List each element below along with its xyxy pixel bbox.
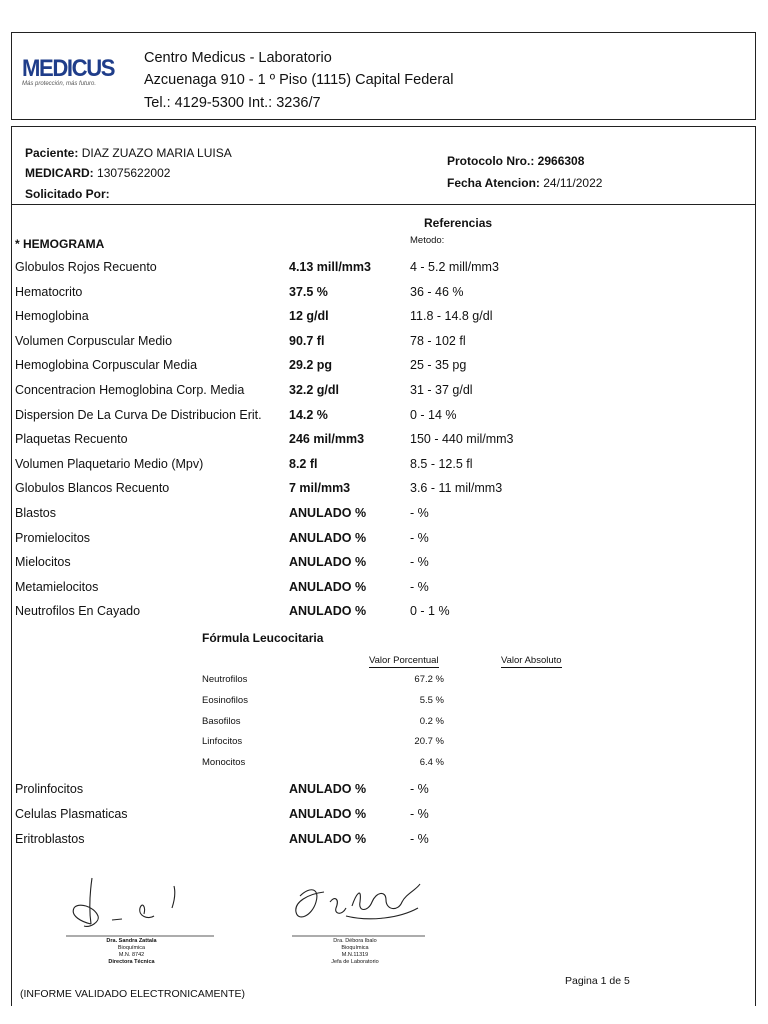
result-reference: - %: [410, 530, 429, 545]
formula-percent: 20.7 %: [414, 736, 444, 748]
result-label: Metamielocitos: [15, 579, 99, 594]
result-value: 4.13 mill/mm3: [289, 260, 371, 274]
result-label: Neutrofilos En Cayado: [15, 604, 141, 619]
signature-2-scribble: [290, 872, 435, 938]
result-reference: 150 - 440 mil/mm3: [410, 432, 514, 447]
result-value: ANULADO %: [289, 782, 367, 796]
result-row: [15, 432, 575, 452]
result-label: Hemoglobina Corpuscular Media: [15, 358, 198, 373]
formula-row: [0, 674, 444, 692]
result-reference: - %: [410, 782, 429, 796]
result-label: Dispersion De La Curva De Distribucion Erit.: [15, 407, 262, 422]
formula-row: [0, 695, 444, 713]
method-label: Metodo:: [410, 235, 445, 246]
result-row: [15, 832, 575, 852]
formula-percent: 67.2 %: [414, 674, 444, 685]
result-reference: - %: [410, 506, 429, 520]
result-value: ANULADO %: [289, 555, 367, 570]
signature-2: [290, 872, 435, 977]
signature-1-scribble: [64, 872, 219, 938]
result-value: ANULADO %: [289, 579, 367, 594]
result-value: ANULADO %: [289, 807, 367, 821]
signature-2-text: Dra. Débora Ibalo Bioquímica M.N.11319 Jefa de Laboratorio: [331, 938, 379, 965]
col-absoluto: Valor Absoluto: [501, 655, 562, 666]
result-row: [15, 481, 575, 501]
result-label: Globulos Rojos Recuento: [15, 260, 157, 274]
result-label: Plaquetas Recuento: [15, 432, 128, 447]
result-row: [15, 285, 575, 305]
lab-name: Centro Medicus - Laboratorio: [144, 50, 332, 66]
result-reference: 8.5 - 12.5 fl: [410, 456, 473, 471]
validated-note: (INFORME VALIDADO ELECTRONICAMENTE): [20, 988, 245, 1000]
result-label: Mielocitos: [15, 555, 71, 570]
references-heading: Referencias: [424, 216, 493, 230]
result-value: 90.7 fl: [289, 333, 325, 348]
signature-1-text: Dra. Sandra Zattala Bioquímica M.N. 8742 Directora Técnica: [106, 938, 157, 965]
result-label: Concentracion Hemoglobina Corp. Media: [15, 383, 245, 397]
result-reference: 0 - 14 %: [410, 407, 457, 422]
logo-text: MEDICUS: [22, 55, 115, 82]
result-value: ANULADO %: [289, 604, 367, 619]
result-reference: 0 - 1 %: [410, 604, 450, 619]
formula-label: Basofilos: [202, 715, 241, 727]
result-value: 7 mil/mm3: [289, 481, 351, 496]
result-row: [15, 309, 575, 329]
formula-label: Eosinofilos: [202, 694, 248, 706]
result-label: Hemoglobina: [15, 309, 89, 324]
result-reference: 36 - 46 %: [410, 284, 464, 299]
formula-percent: 0.2 %: [419, 715, 444, 727]
protocol-number: Protocolo Nro.: 2966308: [447, 154, 585, 168]
result-reference: - %: [410, 832, 429, 846]
result-value: 14.2 %: [289, 407, 328, 422]
result-row: [15, 260, 575, 280]
result-reference: 4 - 5.2 mill/mm3: [410, 260, 499, 274]
result-reference: 78 - 102 fl: [410, 333, 466, 348]
result-label: Celulas Plasmaticas: [15, 807, 128, 821]
result-value: ANULADO %: [289, 530, 367, 545]
result-reference: - %: [410, 555, 429, 570]
result-row: [15, 604, 575, 624]
formula-row: [0, 716, 444, 734]
result-label: Blastos: [15, 506, 56, 520]
result-row: [15, 358, 575, 378]
result-label: Volumen Plaquetario Medio (Mpv): [15, 456, 204, 471]
result-reference: 31 - 37 g/dl: [410, 383, 473, 397]
result-value: 12 g/dl: [289, 309, 329, 324]
patient-medicard: MEDICARD: 13075622002: [25, 166, 171, 180]
attention-date: Fecha Atencion: 24/11/2022: [447, 176, 603, 190]
page-number: Pagina 1 de 5: [565, 975, 630, 987]
formula-percent: 5.5 %: [419, 694, 444, 706]
result-label: Eritroblastos: [15, 832, 85, 846]
result-row: [15, 334, 575, 354]
result-reference: 25 - 35 pg: [410, 358, 467, 373]
formula-row: [0, 736, 444, 754]
lab-phone: Tel.: 4129-5300 Int.: 3236/7: [144, 95, 321, 111]
lab-address: Azcuenaga 910 - 1 º Piso (1115) Capital Federal: [144, 72, 454, 88]
result-row: [15, 457, 575, 477]
result-row: [15, 383, 575, 403]
divider: [12, 204, 755, 205]
result-reference: - %: [410, 807, 429, 821]
result-value: 29.2 pg: [289, 358, 333, 373]
result-reference: 11.8 - 14.8 g/dl: [410, 309, 493, 324]
result-row: [15, 555, 575, 575]
result-row: [15, 408, 575, 428]
result-value: ANULADO %: [289, 832, 367, 846]
result-row: [15, 506, 575, 526]
result-value: 32.2 g/dl: [289, 383, 340, 397]
result-value: 37.5 %: [289, 284, 328, 299]
result-value: 8.2 fl: [289, 456, 318, 471]
formula-label: Neutrofilos: [202, 674, 248, 685]
logo-tagline: Más protección, más futuro.: [22, 81, 97, 87]
result-label: Globulos Blancos Recuento: [15, 481, 170, 496]
formula-label: Monocitos: [202, 757, 246, 769]
result-reference: 3.6 - 11 mil/mm3: [410, 481, 503, 496]
signature-1: [64, 872, 219, 977]
result-row: [15, 580, 575, 600]
result-label: Volumen Corpuscular Medio: [15, 333, 173, 348]
section-title: * HEMOGRAMA: [15, 237, 105, 251]
col-porcentual: Valor Porcentual: [369, 655, 439, 666]
result-row: [15, 531, 575, 551]
logo: [22, 55, 122, 87]
formula-title: Fórmula Leucocitaria: [202, 631, 324, 645]
result-value: 246 mil/mm3: [289, 432, 365, 447]
solicitado-por: Solicitado Por:: [25, 187, 110, 201]
formula-row: [0, 757, 444, 775]
patient-name: Paciente: DIAZ ZUAZO MARIA LUISA: [25, 146, 232, 160]
result-label: Prolinfocitos: [15, 782, 84, 796]
result-label: Hematocrito: [15, 284, 83, 299]
result-row: [15, 782, 575, 802]
result-row: [15, 807, 575, 827]
result-reference: - %: [410, 579, 429, 594]
result-label: Promielocitos: [15, 530, 91, 545]
formula-label: Linfocitos: [202, 736, 243, 748]
formula-percent: 6.4 %: [419, 757, 444, 769]
result-value: ANULADO %: [289, 506, 367, 520]
header-box: [11, 32, 756, 120]
